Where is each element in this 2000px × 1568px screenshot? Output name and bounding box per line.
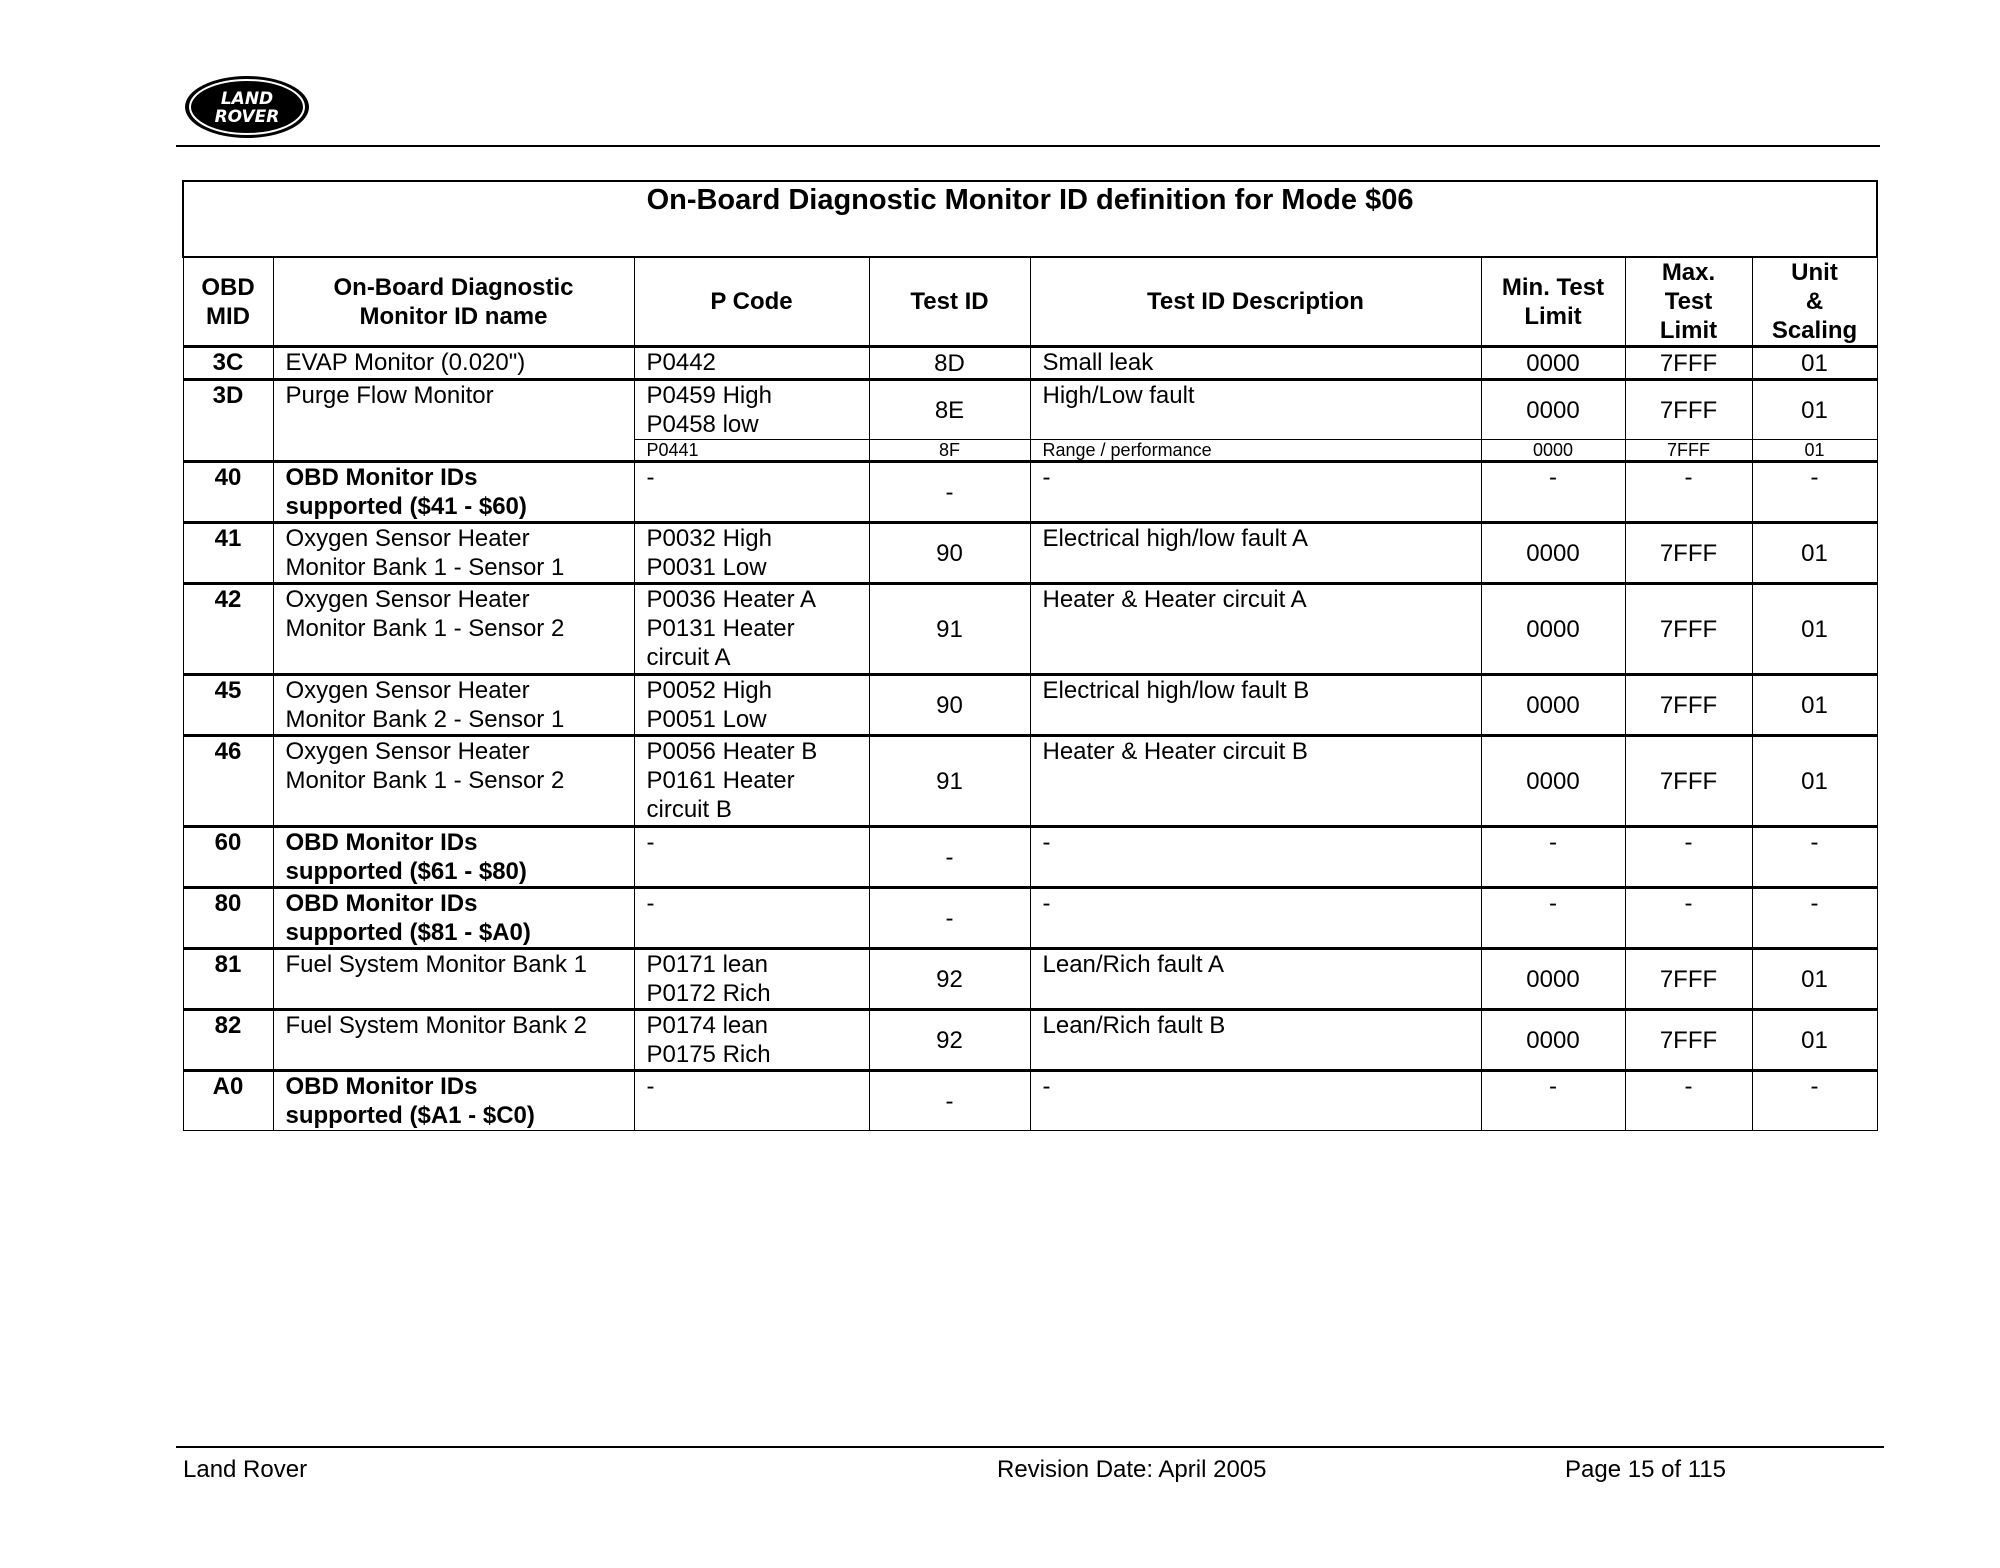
cell-line: P0051 Low (646, 706, 767, 733)
cell-line: P0175 Rich (646, 1041, 771, 1068)
cell-test-id: 91 (869, 736, 1030, 827)
cell-min-limit: 0000 (1481, 736, 1625, 827)
cell-line: supported ($61 - $80) (285, 858, 527, 885)
cell-test-id: 8E (869, 380, 1030, 440)
cell-monitor-name (273, 736, 634, 827)
cell-monitor-name (273, 462, 634, 523)
cell-line: - (646, 464, 655, 491)
table-row (183, 827, 1877, 888)
cell-max-limit: 7FFF (1625, 440, 1752, 462)
cell-line: P0172 Rich (646, 980, 771, 1007)
cell-line: P0171 lean (646, 951, 768, 978)
cell-max-limit: - (1625, 827, 1752, 888)
cell-monitor-name (273, 584, 634, 675)
cell-unit-scaling: - (1752, 462, 1877, 523)
cell-test-id: - (869, 462, 1030, 523)
cell-p-code (634, 1010, 869, 1071)
cell-monitor-name (273, 888, 634, 949)
cell-obd-mid: 45 (183, 675, 273, 736)
cell-min-limit: - (1481, 1071, 1625, 1131)
col-header-obd-mid: OBD MID (183, 257, 273, 347)
cell-unit-scaling: 01 (1752, 380, 1877, 440)
cell-min-limit: 0000 (1481, 380, 1625, 440)
cell-obd-mid: 80 (183, 888, 273, 949)
table-row (183, 888, 1877, 949)
table-title-row (183, 181, 1877, 257)
cell-test-desc: - (1030, 1071, 1481, 1131)
footer-page-number: Page 15 of 115 (1565, 1456, 1727, 1483)
cell-test-id: 8D (869, 347, 1030, 380)
cell-test-desc: Lean/Rich fault B (1030, 1010, 1481, 1071)
cell-unit-scaling: - (1752, 888, 1877, 949)
table-row (183, 736, 1877, 827)
cell-monitor-name (273, 827, 634, 888)
cell-p-code (634, 736, 869, 827)
cell-line: - (646, 1073, 655, 1100)
cell-test-desc: Heater & Heater circuit A (1030, 584, 1481, 675)
cell-line: Monitor Bank 1 - Sensor 2 (285, 615, 565, 642)
cell-monitor-name (273, 380, 634, 462)
cell-line: OBD Monitor IDs (285, 829, 478, 856)
cell-unit-scaling: - (1752, 1071, 1877, 1131)
cell-max-limit: - (1625, 888, 1752, 949)
cell-test-id: - (869, 888, 1030, 949)
cell-monitor-name (273, 347, 634, 380)
cell-unit-scaling: 01 (1752, 523, 1877, 584)
cell-unit-scaling: 01 (1752, 584, 1877, 675)
cell-line: - (646, 829, 655, 856)
cell-line: OBD Monitor IDs (285, 890, 478, 917)
cell-line: P0032 High (646, 525, 772, 552)
cell-unit-scaling: 01 (1752, 675, 1877, 736)
cell-obd-mid: 81 (183, 949, 273, 1010)
table-row (183, 949, 1877, 1010)
cell-line: Monitor Bank 2 - Sensor 1 (285, 706, 565, 733)
cell-line: Monitor Bank 1 - Sensor 2 (285, 767, 565, 794)
cell-obd-mid: 42 (183, 584, 273, 675)
cell-test-id: - (869, 827, 1030, 888)
cell-line: Purge Flow Monitor (285, 382, 494, 409)
cell-max-limit: 7FFF (1625, 736, 1752, 827)
cell-p-code (634, 888, 869, 949)
cell-min-limit: - (1481, 827, 1625, 888)
cell-monitor-name (273, 675, 634, 736)
cell-max-limit: 7FFF (1625, 380, 1752, 440)
cell-line: supported ($A1 - $C0) (285, 1102, 535, 1129)
cell-line: P0036 Heater A (646, 586, 816, 613)
cell-obd-mid: 3D (183, 380, 273, 462)
cell-p-code (634, 347, 869, 380)
cell-max-limit: 7FFF (1625, 949, 1752, 1010)
cell-line: supported ($41 - $60) (285, 493, 527, 520)
cell-obd-mid: A0 (183, 1071, 273, 1131)
cell-obd-mid: 40 (183, 462, 273, 523)
cell-line: P0459 High (646, 382, 772, 409)
cell-min-limit: - (1481, 888, 1625, 949)
cell-line: P0161 Heater (646, 767, 795, 794)
cell-test-id: - (869, 1071, 1030, 1131)
cell-line: P0056 Heater B (646, 738, 818, 765)
cell-max-limit: 7FFF (1625, 675, 1752, 736)
cell-line: OBD Monitor IDs (285, 464, 478, 491)
cell-test-desc: Range / performance (1030, 440, 1481, 462)
cell-unit-scaling: 01 (1752, 347, 1877, 380)
cell-line: P0441 (646, 440, 699, 460)
header-rule (176, 145, 1880, 147)
table-row (183, 347, 1877, 380)
table-row (183, 584, 1877, 675)
cell-line: - (646, 890, 655, 917)
cell-p-code (634, 584, 869, 675)
cell-min-limit: - (1481, 462, 1625, 523)
cell-min-limit: 0000 (1481, 584, 1625, 675)
land-rover-logo (183, 74, 311, 140)
cell-test-id: 8F (869, 440, 1030, 462)
cell-line: circuit A (646, 644, 731, 671)
cell-test-desc: - (1030, 462, 1481, 523)
cell-line: EVAP Monitor (0.020") (285, 349, 526, 376)
cell-obd-mid: 3C (183, 347, 273, 380)
cell-test-id: 92 (869, 949, 1030, 1010)
cell-obd-mid: 46 (183, 736, 273, 827)
footer-revision-date: Revision Date: April 2005 (997, 1456, 1267, 1483)
cell-line: OBD Monitor IDs (285, 1073, 478, 1100)
cell-unit-scaling: 01 (1752, 736, 1877, 827)
cell-max-limit: 7FFF (1625, 347, 1752, 380)
cell-p-code (634, 827, 869, 888)
cell-monitor-name (273, 1010, 634, 1071)
cell-min-limit: 0000 (1481, 347, 1625, 380)
col-header-test-desc: Test ID Description (1030, 257, 1481, 347)
cell-test-id: 91 (869, 584, 1030, 675)
cell-obd-mid: 41 (183, 523, 273, 584)
cell-monitor-name (273, 1071, 634, 1131)
cell-test-desc: Lean/Rich fault A (1030, 949, 1481, 1010)
cell-max-limit: - (1625, 1071, 1752, 1131)
cell-p-code (634, 1071, 869, 1131)
cell-line: Fuel System Monitor Bank 2 (285, 1012, 587, 1039)
table-row (183, 380, 1877, 440)
cell-max-limit: 7FFF (1625, 584, 1752, 675)
col-header-test-id: Test ID (869, 257, 1030, 347)
cell-max-limit: 7FFF (1625, 523, 1752, 584)
cell-obd-mid: 60 (183, 827, 273, 888)
cell-line: P0031 Low (646, 554, 767, 581)
cell-monitor-name (273, 523, 634, 584)
cell-test-desc: Electrical high/low fault B (1030, 675, 1481, 736)
cell-test-desc: Small leak (1030, 347, 1481, 380)
cell-unit-scaling: 01 (1752, 440, 1877, 462)
table-row (183, 523, 1877, 584)
footer-rule (176, 1446, 1884, 1448)
cell-unit-scaling: 01 (1752, 1010, 1877, 1071)
cell-line: P0458 low (646, 411, 759, 438)
cell-test-desc: - (1030, 827, 1481, 888)
cell-max-limit: 7FFF (1625, 1010, 1752, 1071)
cell-line: P0052 High (646, 677, 772, 704)
cell-p-code (634, 675, 869, 736)
cell-p-code (634, 523, 869, 584)
col-header-p-code: P Code (634, 257, 869, 347)
col-header-min-limit: Min. Test Limit (1481, 257, 1625, 347)
cell-line: Oxygen Sensor Heater (285, 586, 530, 613)
cell-line: Oxygen Sensor Heater (285, 525, 530, 552)
cell-test-desc: Electrical high/low fault A (1030, 523, 1481, 584)
cell-min-limit: 0000 (1481, 440, 1625, 462)
cell-test-id: 90 (869, 523, 1030, 584)
table-row (183, 675, 1877, 736)
col-header-monitor-name: On-Board Diagnostic Monitor ID name (273, 257, 634, 347)
cell-line: P0442 (646, 349, 716, 376)
cell-line: Fuel System Monitor Bank 1 (285, 951, 587, 978)
cell-min-limit: 0000 (1481, 949, 1625, 1010)
cell-test-id: 92 (869, 1010, 1030, 1071)
table-title: On-Board Diagnostic Monitor ID definition for Mode $06 (183, 181, 1877, 257)
cell-line: Oxygen Sensor Heater (285, 738, 530, 765)
logo-text-line2: ROVER (214, 107, 280, 127)
cell-p-code (634, 949, 869, 1010)
cell-unit-scaling: 01 (1752, 949, 1877, 1010)
footer-company: Land Rover (183, 1456, 308, 1483)
obd-mode06-table (182, 180, 1878, 1131)
cell-line: P0131 Heater (646, 615, 795, 642)
col-header-max-limit: Max. Test Limit (1625, 257, 1752, 347)
table-header-row (183, 257, 1877, 347)
cell-obd-mid: 82 (183, 1010, 273, 1071)
cell-line: Monitor Bank 1 - Sensor 1 (285, 554, 565, 581)
cell-p-code (634, 440, 869, 462)
cell-p-code (634, 380, 869, 440)
logo-text-line1: LAND (220, 89, 274, 109)
table-row (183, 1010, 1877, 1071)
cell-line: Oxygen Sensor Heater (285, 677, 530, 704)
cell-max-limit: - (1625, 462, 1752, 523)
cell-min-limit: 0000 (1481, 1010, 1625, 1071)
col-header-unit-scaling: Unit & Scaling (1752, 257, 1877, 347)
cell-test-desc: - (1030, 888, 1481, 949)
cell-line: circuit B (646, 796, 732, 823)
cell-line: supported ($81 - $A0) (285, 919, 531, 946)
cell-test-desc: High/Low fault (1030, 380, 1481, 440)
cell-test-id: 90 (869, 675, 1030, 736)
table-row (183, 1071, 1877, 1131)
cell-p-code (634, 462, 869, 523)
cell-line: P0174 lean (646, 1012, 768, 1039)
cell-min-limit: 0000 (1481, 523, 1625, 584)
cell-min-limit: 0000 (1481, 675, 1625, 736)
table-row (183, 462, 1877, 523)
cell-unit-scaling: - (1752, 827, 1877, 888)
cell-test-desc: Heater & Heater circuit B (1030, 736, 1481, 827)
cell-monitor-name (273, 949, 634, 1010)
